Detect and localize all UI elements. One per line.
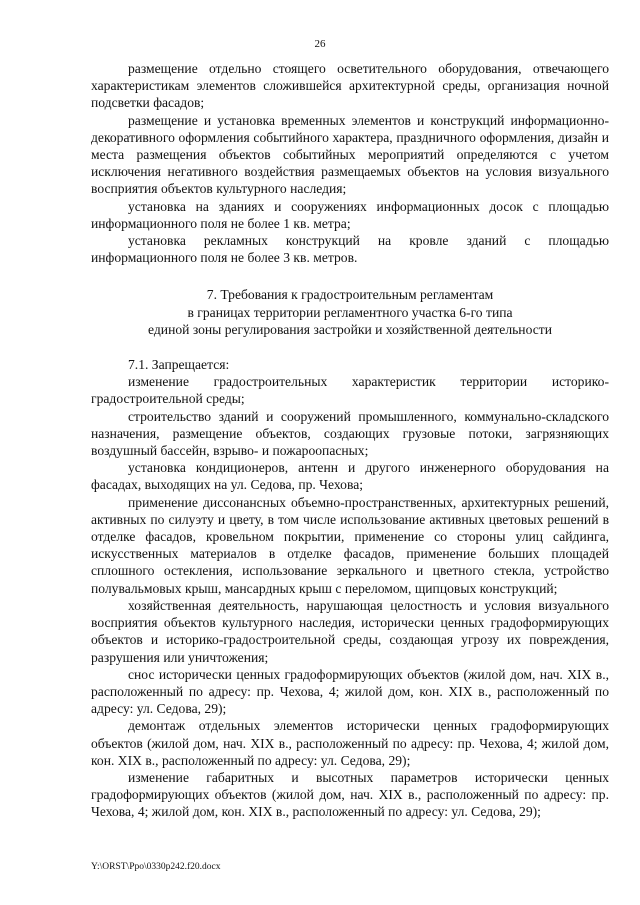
section-heading-line: 7. Требования к градостроительным регламентам xyxy=(206,287,494,303)
paragraph: демонтаж отдельных элементов исторически ценных градоформирующих объектов (жилой дом, нач. XIX в., расположенный по адресу: пр. Чехова, 4; жилой дом, кон. XIX в., расположенный по адресу: ул. Седова, 29); xyxy=(91,718,609,768)
document-body xyxy=(91,60,609,821)
subsection-title: 7.1. Запрещается: xyxy=(128,357,230,373)
paragraph: хозяйственная деятельность, нарушающая целостность и условия визуального восприятия объектов культурного наследия, исторически ценных градоформирующих объектов и историко-градостроительной среды, создающая угрозу их повреждения, разрушения или уничтожения; xyxy=(91,597,609,665)
paragraph: применение диссонансных объемно-пространственных, архитектурных решений, активных по силуэту и цвету, в том числе использование активных цветовых решений в отделке фасадов, кровельном покрытии, применение со стороны улиц сайдинга, искусственных материалов в отделке фасадов, применение больших площадей сплошного остекления, использование зеркального и цветного стекла, устройство полувальмовых крыш, мансардных крыш с переломом, щипцовых конструкций; xyxy=(91,494,609,596)
paragraph: изменение градостроительных характеристик территории историко-градостроительной среды; xyxy=(91,374,609,407)
paragraph: изменение габаритных и высотных параметров исторически ценных градоформирующих объектов (жилой дом, нач. XIX в., расположенный по адресу: пр. Чехова, 4; жилой дом, кон. XIX в., расположенный по адресу: ул. Седова, 29); xyxy=(91,769,609,820)
paragraph: строительство зданий и сооружений промышленного, коммунально-складского назначения, размещение объектов, создающих грузовые потоки, загрязняющих воздушный бассейн, взрыво- и пожароопасных; xyxy=(91,408,609,459)
footer-file-path: Y:\ORST\Ppo\0330p242.f20.docx xyxy=(91,862,221,872)
paragraph: установка кондиционеров, антенн и другого инженерного оборудования на фасадах, выходящих на ул. Седова, пр. Чехова; xyxy=(91,460,609,493)
paragraph: снос исторически ценных градоформирующих объектов (жилой дом, нач. XIX в., расположенный по адресу: пр. Чехова, 4; жилой дом, кон. XIX в., расположенный по адресу: ул. Седова, 29); xyxy=(91,666,609,717)
paragraph: размещение и установка временных элементов и конструкций информационно-декоративного оформления событийного характера, праздничного оформления, дизайн и места размещения объектов событийных мероприятий определяются с учетом исключения негативного воздействия размещаемых объектов на условия визуального восприятия объектов культурного наследия; xyxy=(91,112,609,197)
paragraph: установка на зданиях и сооружениях информационных досок с площадью информационного поля не более 1 кв. метра; xyxy=(91,198,609,231)
paragraph: установка рекламных конструкций на кровле зданий с площадью информационного поля не более 3 кв. метров. xyxy=(91,233,609,266)
section-heading xyxy=(91,286,609,338)
page-number: 26 xyxy=(314,38,326,50)
section-heading-line: в границах территории регламентного участка 6-го типа xyxy=(187,304,513,320)
section-heading-line: единой зоны регулирования застройки и хозяйственной деятельности xyxy=(148,321,552,337)
paragraph: размещение отдельно стоящего осветительного оборудования, отвечающего характеристикам элементов сложившейся архитектурной среды, организация ночной подсветки фасадов; xyxy=(91,61,609,111)
